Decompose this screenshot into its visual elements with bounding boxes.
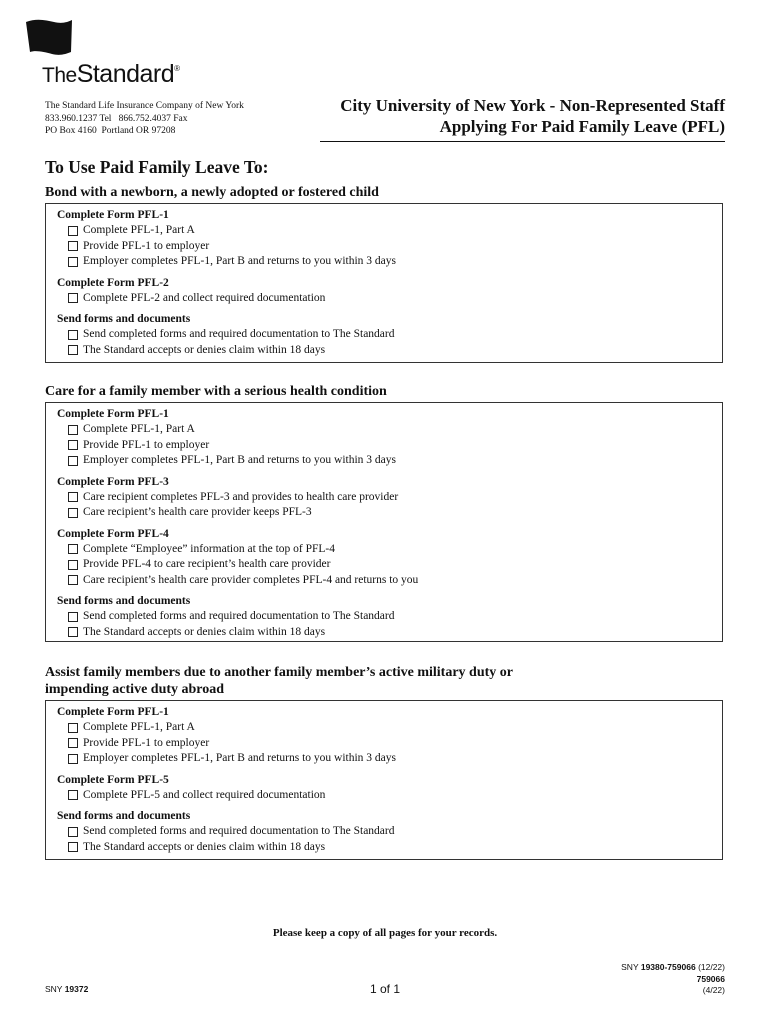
checklist-item[interactable]: Provide PFL-1 to employer: [57, 438, 712, 454]
step-title: Send forms and documents: [57, 313, 191, 325]
group-heading-bond: Bond with a newborn, a newly adopted or fostered child: [45, 185, 379, 200]
checkbox[interactable]: [68, 612, 78, 622]
step-pfl-4: [57, 527, 712, 589]
checklist-item[interactable]: Care recipient completes PFL-3 and provides to health care provider: [57, 490, 712, 506]
the-standard-wordmark: TheStandard®: [42, 60, 180, 88]
checkbox[interactable]: [68, 425, 78, 435]
checkbox[interactable]: [68, 754, 78, 764]
step-pfl-1: [57, 407, 712, 469]
step-title: Complete Form PFL-4: [57, 527, 169, 540]
checklist-item[interactable]: Send completed forms and required documentation to The Standard: [57, 824, 712, 840]
form-code-left: SNY 19372: [45, 984, 89, 994]
checkbox[interactable]: [68, 440, 78, 450]
step-pfl-2: [57, 276, 712, 307]
checkbox[interactable]: [68, 842, 78, 852]
checkbox[interactable]: [68, 738, 78, 748]
document-title: [340, 95, 725, 137]
form-code-right: SNY 19380-759066 (12/22) 759066 (4/22): [621, 962, 725, 995]
title-divider: [320, 141, 725, 142]
group-box-military: [45, 700, 723, 860]
checkbox[interactable]: [68, 257, 78, 267]
checklist-item[interactable]: The Standard accepts or denies claim within 18 days: [57, 625, 712, 641]
step-pfl-1: [57, 208, 712, 270]
checkbox[interactable]: [68, 827, 78, 837]
checklist-item[interactable]: Send completed forms and required documentation to The Standard: [57, 327, 712, 343]
checkbox[interactable]: [68, 241, 78, 251]
company-name: The Standard Life Insurance Company of New York: [45, 101, 244, 111]
group-heading-care: Care for a family member with a serious health condition: [45, 384, 387, 399]
checklist-item[interactable]: Care recipient’s health care provider completes PFL-4 and returns to you: [57, 573, 712, 589]
step-pfl-1: [57, 705, 712, 767]
checklist-item[interactable]: Employer completes PFL-1, Part B and returns to you within 3 days: [57, 453, 712, 469]
checkbox[interactable]: [68, 627, 78, 637]
checklist-item[interactable]: Complete PFL-1, Part A: [57, 223, 712, 239]
group-heading-line-1: Assist family members due to another family member’s active military duty or: [45, 665, 514, 680]
group-box-bond: [45, 203, 723, 363]
page-number: 1 of 1: [369, 982, 401, 996]
step-title: Complete Form PFL-1: [57, 408, 169, 420]
step-send-forms: [57, 809, 712, 855]
step-title: Send forms and documents: [57, 595, 191, 607]
footer-note: Please keep a copy of all pages for your records.: [272, 927, 498, 939]
checkbox[interactable]: [68, 226, 78, 236]
checkbox[interactable]: [68, 293, 78, 303]
title-line-1: City University of New York - Non-Represented Staff: [340, 96, 725, 115]
checklist-item[interactable]: Provide PFL-1 to employer: [57, 736, 712, 752]
checklist-item[interactable]: Provide PFL-1 to employer: [57, 239, 712, 255]
checkbox[interactable]: [68, 790, 78, 800]
the-standard-flag-logo: [24, 18, 74, 58]
checkbox[interactable]: [68, 723, 78, 733]
step-title: Complete Form PFL-2: [57, 276, 169, 289]
step-title: Complete Form PFL-1: [57, 706, 169, 718]
checklist-item[interactable]: Employer completes PFL-1, Part B and returns to you within 3 days: [57, 254, 712, 270]
company-info: [45, 100, 244, 138]
checkbox[interactable]: [68, 560, 78, 570]
step-title: Send forms and documents: [57, 810, 191, 822]
step-title: Complete Form PFL-1: [57, 209, 169, 221]
checklist-item[interactable]: Complete PFL-1, Part A: [57, 422, 712, 438]
group-heading-military: [45, 664, 513, 698]
checkbox[interactable]: [68, 345, 78, 355]
step-title: Complete Form PFL-3: [57, 475, 169, 488]
checkbox[interactable]: [68, 456, 78, 466]
step-pfl-5: [57, 773, 712, 804]
checklist-item[interactable]: Complete PFL-2 and collect required documentation: [57, 291, 712, 307]
checkbox[interactable]: [68, 492, 78, 502]
step-pfl-3: [57, 475, 712, 521]
checklist-item[interactable]: Employer completes PFL-1, Part B and returns to you within 3 days: [57, 751, 712, 767]
step-title: Complete Form PFL-5: [57, 773, 169, 786]
checklist-item[interactable]: Send completed forms and required documentation to The Standard: [57, 609, 712, 625]
step-send-forms: [57, 594, 712, 640]
checklist-item[interactable]: The Standard accepts or denies claim within 18 days: [57, 343, 712, 359]
checkbox[interactable]: [68, 575, 78, 585]
company-phone: 833.960.1237 Tel 866.752.4037 Fax: [45, 113, 188, 124]
title-line-2: Applying For Paid Family Leave (PFL): [439, 117, 725, 136]
checklist-item[interactable]: The Standard accepts or denies claim within 18 days: [57, 840, 712, 856]
group-heading-line-2: impending active duty abroad: [45, 682, 225, 697]
checklist-item[interactable]: Complete “Employee” information at the top of PFL-4: [57, 542, 712, 558]
checkbox[interactable]: [68, 544, 78, 554]
company-address: PO Box 4160 Portland OR 97208: [45, 126, 176, 136]
checklist-item[interactable]: Complete PFL-1, Part A: [57, 720, 712, 736]
checklist-item[interactable]: Provide PFL-4 to care recipient’s health care provider: [57, 557, 712, 573]
main-heading: To Use Paid Family Leave To:: [45, 157, 269, 177]
checkbox[interactable]: [68, 330, 78, 340]
checkbox[interactable]: [68, 508, 78, 518]
checklist-item[interactable]: Care recipient’s health care provider keeps PFL-3: [57, 505, 712, 521]
group-box-care: [45, 402, 723, 642]
checklist-item[interactable]: Complete PFL-5 and collect required documentation: [57, 788, 712, 804]
step-send-forms: [57, 312, 712, 358]
